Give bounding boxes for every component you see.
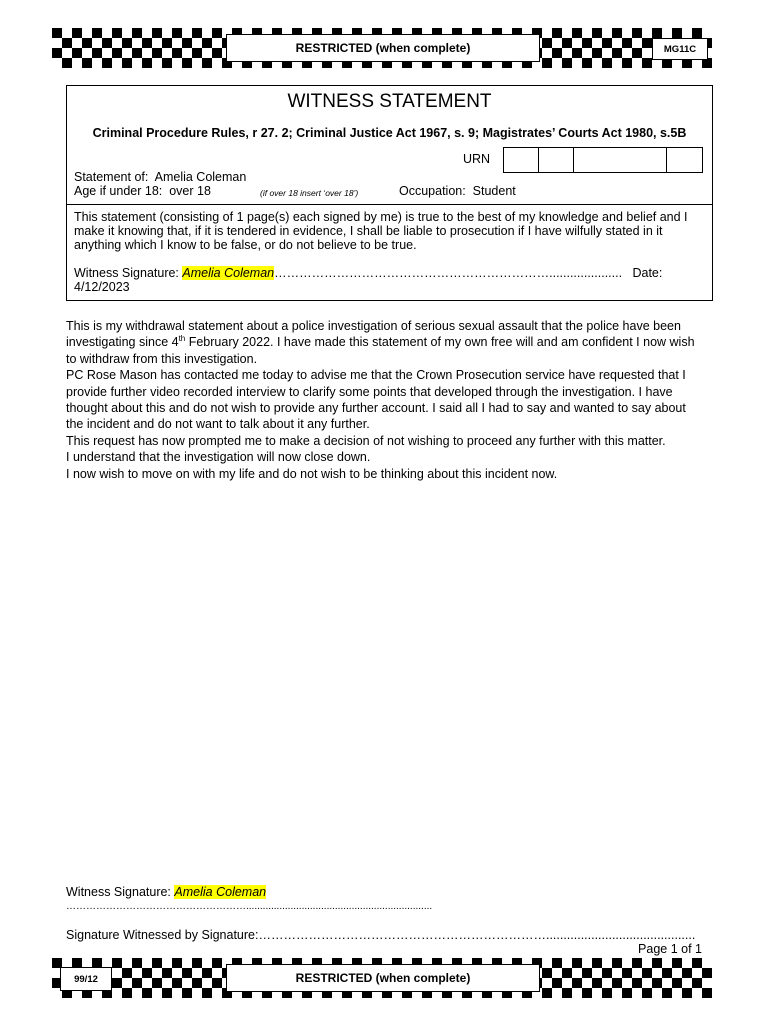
occupation-row [399, 184, 516, 198]
statement-paragraph: PC Rose Mason has contacted me today to advise me that the Crown Prosecution service have requested that I provide further video recorded interview to clarify some points that developed through the investigation. I have thought about this and do not wish to provide any further account. I said all I had to say and wanted to say about the incident and do not want to talk about it any further. [66, 368, 686, 432]
witness-statement-box [66, 85, 713, 301]
age-row [74, 184, 211, 198]
urn-field[interactable] [503, 147, 703, 173]
witness-signature-label: Witness Signature: [74, 266, 179, 280]
urn-cell[interactable] [574, 148, 667, 172]
statement-paragraph: I understand that the investigation will now close down. [66, 450, 371, 465]
form-title: WITNESS STATEMENT [287, 91, 492, 112]
statement-of-value: Amelia Coleman [154, 170, 247, 184]
footer-witness-signature-value: Amelia Coleman [174, 885, 267, 899]
form-reference: 99/12 [60, 967, 112, 991]
age-note: (if over 18 insert ‘over 18’) [260, 188, 359, 198]
date-label: Date: [632, 266, 663, 280]
statement-text: February 2022. I have made this statement of my own free will and am confident I now wish to withdraw from this investigation. [66, 335, 695, 366]
restricted-banner-bottom: RESTRICTED (when complete) [226, 964, 540, 992]
statement-of-row [74, 170, 246, 184]
header-band [52, 28, 714, 68]
divider [67, 204, 712, 205]
urn-cell[interactable] [504, 148, 539, 172]
form-code: MG11C [652, 38, 708, 60]
urn-cell[interactable] [667, 148, 702, 172]
witness-signature-row [74, 266, 706, 294]
occupation-label: Occupation: [399, 184, 466, 198]
age-value: over 18 [169, 184, 211, 198]
witnessed-by-row [66, 928, 695, 942]
footer-witness-signature-label: Witness Signature: [66, 885, 171, 899]
footer-witness-signature [66, 885, 266, 899]
statement-text: This is my withdrawal statement about a police investigation of serious sexual assault that the police have been investigating since 4 [66, 319, 681, 350]
urn-cell[interactable] [539, 148, 574, 172]
statement-paragraph [66, 318, 706, 367]
footer-witness-dots: ………………………………………………................................................................... [66, 901, 433, 912]
age-label: Age if under 18: [74, 184, 163, 198]
urn-label: URN [463, 152, 491, 166]
witnessed-by-label: Signature Witnessed by Signature: [66, 928, 259, 942]
declaration-text: This statement (consisting of 1 page(s) each signed by me) is true to the best of my knowledge and belief and I make it knowing that, if it is tendered in evidence, I shall be liable to prosecution if I have wilfully stated in it anything which I know to be false, or do not believe to be true. [74, 210, 688, 252]
date-value: 4/12/2023 [74, 280, 130, 294]
rules-reference: Criminal Procedure Rules, r 27. 2; Criminal Justice Act 1967, s. 9; Magistrates’ Courts Act 1980, s.5B [92, 126, 687, 140]
ordinal-suffix: th [178, 334, 186, 344]
statement-body [66, 318, 706, 482]
statement-of-label: Statement of: [74, 170, 149, 184]
footer-band [52, 958, 714, 998]
restricted-banner-top: RESTRICTED (when complete) [226, 34, 540, 62]
page-number: Page 1 of 1 [638, 942, 702, 956]
statement-paragraph: I now wish to move on with my life and do not wish to be thinking about this incident now. [66, 466, 558, 481]
statement-paragraph: This request has now prompted me to make a decision of not wishing to proceed any further with this matter. [66, 433, 666, 448]
witnessed-by-dots: ……………………………………………………………........................................... [258, 928, 696, 942]
occupation-value: Student [472, 184, 516, 198]
witness-signature-value: Amelia Coleman [182, 266, 275, 280]
signature-dots: …………………………………………………………..................... [274, 266, 623, 280]
